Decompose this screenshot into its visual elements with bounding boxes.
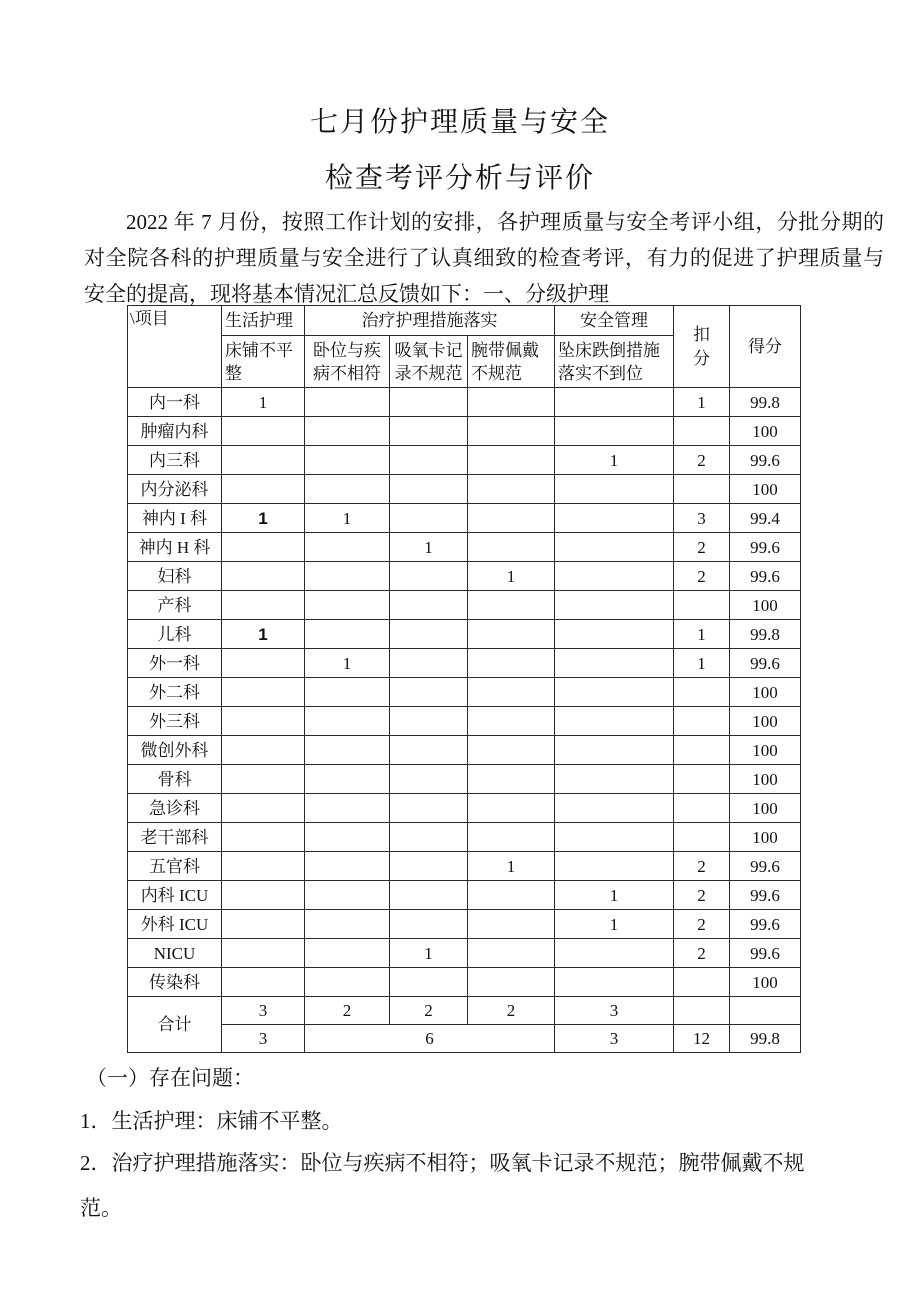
table-row <box>128 881 801 910</box>
score-table-container <box>127 305 801 1053</box>
position-cell <box>305 417 390 446</box>
score-cell: 99.6 <box>730 649 801 678</box>
dept-cell: 传染科 <box>128 968 222 997</box>
oxygen-cell <box>390 794 468 823</box>
score-cell: 100 <box>730 678 801 707</box>
header-fall-measures: 坠床跌倒措施落实不到位 <box>555 336 674 388</box>
score-cell: 99.4 <box>730 504 801 533</box>
total-wristband-cell: 2 <box>468 997 555 1025</box>
score-cell: 100 <box>730 794 801 823</box>
fall-cell <box>555 823 674 852</box>
bed-cell <box>222 852 305 881</box>
dept-cell: 内一科 <box>128 388 222 417</box>
score-cell: 100 <box>730 968 801 997</box>
score-cell: 99.6 <box>730 562 801 591</box>
position-cell <box>305 910 390 939</box>
score-cell: 99.8 <box>730 620 801 649</box>
deduction-cell <box>674 968 730 997</box>
wristband-cell <box>468 823 555 852</box>
dept-cell: 内分泌科 <box>128 475 222 504</box>
table-row <box>128 765 801 794</box>
score-cell: 100 <box>730 417 801 446</box>
wristband-cell <box>468 591 555 620</box>
deduction-cell <box>674 707 730 736</box>
fall-cell <box>555 649 674 678</box>
wristband-cell <box>468 649 555 678</box>
dept-cell: 外一科 <box>128 649 222 678</box>
total-oxygen-cell: 2 <box>390 997 468 1025</box>
oxygen-cell <box>390 649 468 678</box>
dept-cell: 产科 <box>128 591 222 620</box>
grand-bed-cell: 3 <box>222 1025 305 1053</box>
fall-cell <box>555 562 674 591</box>
bed-cell <box>222 678 305 707</box>
oxygen-cell: 1 <box>390 533 468 562</box>
total-row-2 <box>128 1025 801 1053</box>
bed-cell <box>222 765 305 794</box>
position-cell <box>305 475 390 504</box>
dept-cell: 内科 ICU <box>128 881 222 910</box>
table-row <box>128 968 801 997</box>
dept-cell: 急诊科 <box>128 794 222 823</box>
wristband-cell: 1 <box>468 852 555 881</box>
fall-cell: 1 <box>555 881 674 910</box>
dept-cell: 微创外科 <box>128 736 222 765</box>
position-cell <box>305 620 390 649</box>
bed-cell: 1 <box>222 388 305 417</box>
header-row-groups <box>128 306 801 336</box>
oxygen-cell <box>390 504 468 533</box>
score-cell: 99.6 <box>730 910 801 939</box>
deduction-cell: 1 <box>674 649 730 678</box>
dept-cell: 外科 ICU <box>128 910 222 939</box>
document-title-line2: 检查考评分析与评价 <box>324 163 595 194</box>
table-row <box>128 446 801 475</box>
problem-item-2-line-2: 范。 <box>80 1196 122 1220</box>
table-row <box>128 852 801 881</box>
score-cell: 100 <box>730 765 801 794</box>
header-bed-untidy: 床铺不平整 <box>222 336 305 388</box>
oxygen-cell <box>390 591 468 620</box>
grand-treatment-cell: 6 <box>305 1025 555 1053</box>
fall-cell <box>555 591 674 620</box>
document-title-line1: 七月份护理质量与安全 <box>309 107 610 138</box>
score-cell: 99.6 <box>730 939 801 968</box>
position-cell <box>305 765 390 794</box>
total-position-cell: 2 <box>305 997 390 1025</box>
bed-cell <box>222 649 305 678</box>
header-group-safety: 安全管理 <box>555 306 674 336</box>
table-row <box>128 591 801 620</box>
table-row <box>128 736 801 765</box>
wristband-cell <box>468 736 555 765</box>
problem-item-1: 1．生活护理：床铺不平整。 <box>80 1109 343 1133</box>
grand-deduction-cell: 12 <box>674 1025 730 1053</box>
score-cell: 99.6 <box>730 881 801 910</box>
dept-cell: 老干部科 <box>128 823 222 852</box>
deduction-cell: 2 <box>674 910 730 939</box>
fall-cell <box>555 678 674 707</box>
oxygen-cell <box>390 446 468 475</box>
wristband-cell <box>468 446 555 475</box>
dept-cell: 神内 I 科 <box>128 504 222 533</box>
dept-cell: 肿瘤内科 <box>128 417 222 446</box>
table-row <box>128 620 801 649</box>
bed-cell <box>222 591 305 620</box>
table-row <box>128 504 801 533</box>
deduction-cell <box>674 475 730 504</box>
fall-cell <box>555 417 674 446</box>
deduction-cell: 1 <box>674 388 730 417</box>
intro-line-3: 安全的提高，现将基本情况汇总反馈如下：一、分级护理 <box>84 282 609 306</box>
dept-cell: 儿科 <box>128 620 222 649</box>
oxygen-cell <box>390 417 468 446</box>
deduction-cell <box>674 591 730 620</box>
oxygen-cell <box>390 910 468 939</box>
bed-cell <box>222 823 305 852</box>
header-group-treatment: 治疗护理措施落实 <box>305 306 555 336</box>
score-cell: 100 <box>730 707 801 736</box>
table-row <box>128 939 801 968</box>
wristband-cell: 1 <box>468 562 555 591</box>
deduction-cell: 3 <box>674 504 730 533</box>
score-cell: 100 <box>730 475 801 504</box>
dept-cell: 神内 H 科 <box>128 533 222 562</box>
table-row <box>128 649 801 678</box>
wristband-cell <box>468 533 555 562</box>
bed-cell <box>222 968 305 997</box>
score-cell: 99.6 <box>730 852 801 881</box>
position-cell <box>305 968 390 997</box>
oxygen-cell <box>390 852 468 881</box>
problems-heading: （一）存在问题： <box>86 1066 254 1090</box>
score-cell: 99.8 <box>730 388 801 417</box>
wristband-cell <box>468 678 555 707</box>
problem-item-2-line-1: 2．治疗护理措施落实：卧位与疾病不相符；吸氧卡记录不规范；腕带佩戴不规 <box>80 1151 805 1175</box>
position-cell: 1 <box>305 649 390 678</box>
deduction-cell <box>674 765 730 794</box>
wristband-cell <box>468 910 555 939</box>
position-cell: 1 <box>305 504 390 533</box>
header-score: 得分 <box>730 306 801 388</box>
fall-cell <box>555 794 674 823</box>
bed-cell <box>222 707 305 736</box>
deduction-cell <box>674 678 730 707</box>
oxygen-cell <box>390 765 468 794</box>
bed-cell <box>222 939 305 968</box>
wristband-cell <box>468 417 555 446</box>
oxygen-cell <box>390 678 468 707</box>
deduction-cell: 1 <box>674 620 730 649</box>
total-fall-cell: 3 <box>555 997 674 1025</box>
position-cell <box>305 533 390 562</box>
position-cell <box>305 707 390 736</box>
table-row <box>128 910 801 939</box>
intro-line-2: 对全院各科的护理质量与安全进行了认真细致的检查考评，有力的促进了护理质量与 <box>84 246 884 270</box>
deduction-cell: 2 <box>674 852 730 881</box>
wristband-cell <box>468 794 555 823</box>
oxygen-cell <box>390 968 468 997</box>
fall-cell <box>555 620 674 649</box>
position-cell <box>305 852 390 881</box>
position-cell <box>305 446 390 475</box>
fall-cell <box>555 852 674 881</box>
oxygen-cell <box>390 475 468 504</box>
fall-cell <box>555 707 674 736</box>
header-deduction: 扣分 <box>674 306 730 388</box>
oxygen-cell <box>390 620 468 649</box>
table-row <box>128 794 801 823</box>
header-position-mismatch: 卧位与疾病不相符 <box>305 336 390 388</box>
bed-cell <box>222 910 305 939</box>
oxygen-cell <box>390 388 468 417</box>
fall-cell: 1 <box>555 446 674 475</box>
deduction-cell <box>674 736 730 765</box>
total-bed-cell: 3 <box>222 997 305 1025</box>
oxygen-cell <box>390 881 468 910</box>
position-cell <box>305 388 390 417</box>
position-cell <box>305 736 390 765</box>
fall-cell <box>555 939 674 968</box>
position-cell <box>305 591 390 620</box>
wristband-cell <box>468 504 555 533</box>
bed-cell <box>222 417 305 446</box>
deduction-cell: 2 <box>674 533 730 562</box>
bed-cell <box>222 533 305 562</box>
dept-cell: 妇科 <box>128 562 222 591</box>
bed-cell <box>222 562 305 591</box>
bed-cell: 1 <box>222 504 305 533</box>
dept-cell: NICU <box>128 939 222 968</box>
dept-cell: 骨科 <box>128 765 222 794</box>
department-rows <box>128 388 801 997</box>
wristband-cell <box>468 388 555 417</box>
dept-cell: 外二科 <box>128 678 222 707</box>
fall-cell: 1 <box>555 910 674 939</box>
table-row <box>128 533 801 562</box>
deduction-cell: 2 <box>674 446 730 475</box>
bed-cell <box>222 475 305 504</box>
deduction-cell: 2 <box>674 881 730 910</box>
wristband-cell <box>468 620 555 649</box>
position-cell <box>305 881 390 910</box>
dept-cell: 五官科 <box>128 852 222 881</box>
dept-cell: 外三科 <box>128 707 222 736</box>
header-project: \项目 <box>128 306 222 388</box>
position-cell <box>305 939 390 968</box>
wristband-cell <box>468 765 555 794</box>
oxygen-cell <box>390 736 468 765</box>
wristband-cell <box>468 475 555 504</box>
deduction-cell: 2 <box>674 562 730 591</box>
table-row <box>128 417 801 446</box>
oxygen-cell <box>390 707 468 736</box>
oxygen-cell: 1 <box>390 939 468 968</box>
position-cell <box>305 678 390 707</box>
dept-cell: 内三科 <box>128 446 222 475</box>
bed-cell <box>222 794 305 823</box>
table-row <box>128 562 801 591</box>
deduction-cell: 2 <box>674 939 730 968</box>
header-oxygen-card: 吸氧卡记录不规范 <box>390 336 468 388</box>
fall-cell <box>555 968 674 997</box>
total-deduction-cell-empty <box>674 997 730 1025</box>
position-cell <box>305 823 390 852</box>
wristband-cell <box>468 939 555 968</box>
table-row <box>128 475 801 504</box>
fall-cell <box>555 388 674 417</box>
intro-line-1: 2022 年 7 月份，按照工作计划的安排，各护理质量与安全考评小组，分批分期的 <box>126 210 884 234</box>
bed-cell <box>222 881 305 910</box>
header-group-life-care: 生活护理 <box>222 306 305 336</box>
oxygen-cell <box>390 823 468 852</box>
fall-cell <box>555 765 674 794</box>
table-row <box>128 823 801 852</box>
position-cell <box>305 794 390 823</box>
deduction-cell <box>674 417 730 446</box>
score-cell: 100 <box>730 823 801 852</box>
oxygen-cell <box>390 562 468 591</box>
position-cell <box>305 562 390 591</box>
wristband-cell <box>468 707 555 736</box>
total-score-cell-empty <box>730 997 801 1025</box>
score-cell: 99.6 <box>730 533 801 562</box>
fall-cell <box>555 736 674 765</box>
bed-cell <box>222 736 305 765</box>
score-cell: 100 <box>730 591 801 620</box>
wristband-cell <box>468 881 555 910</box>
bed-cell: 1 <box>222 620 305 649</box>
bed-cell <box>222 446 305 475</box>
deduction-cell <box>674 823 730 852</box>
wristband-cell <box>468 968 555 997</box>
fall-cell <box>555 504 674 533</box>
total-row-1 <box>128 997 801 1025</box>
grand-fall-cell: 3 <box>555 1025 674 1053</box>
score-cell: 100 <box>730 736 801 765</box>
deduction-cell <box>674 794 730 823</box>
table-row <box>128 678 801 707</box>
fall-cell <box>555 533 674 562</box>
score-table <box>127 305 801 1053</box>
table-row <box>128 388 801 417</box>
table-row <box>128 707 801 736</box>
score-cell: 99.6 <box>730 446 801 475</box>
grand-score-cell: 99.8 <box>730 1025 801 1053</box>
fall-cell <box>555 475 674 504</box>
header-wristband: 腕带佩戴不规范 <box>468 336 555 388</box>
intro-paragraph <box>84 204 884 312</box>
total-label-cell: 合计 <box>128 997 222 1053</box>
